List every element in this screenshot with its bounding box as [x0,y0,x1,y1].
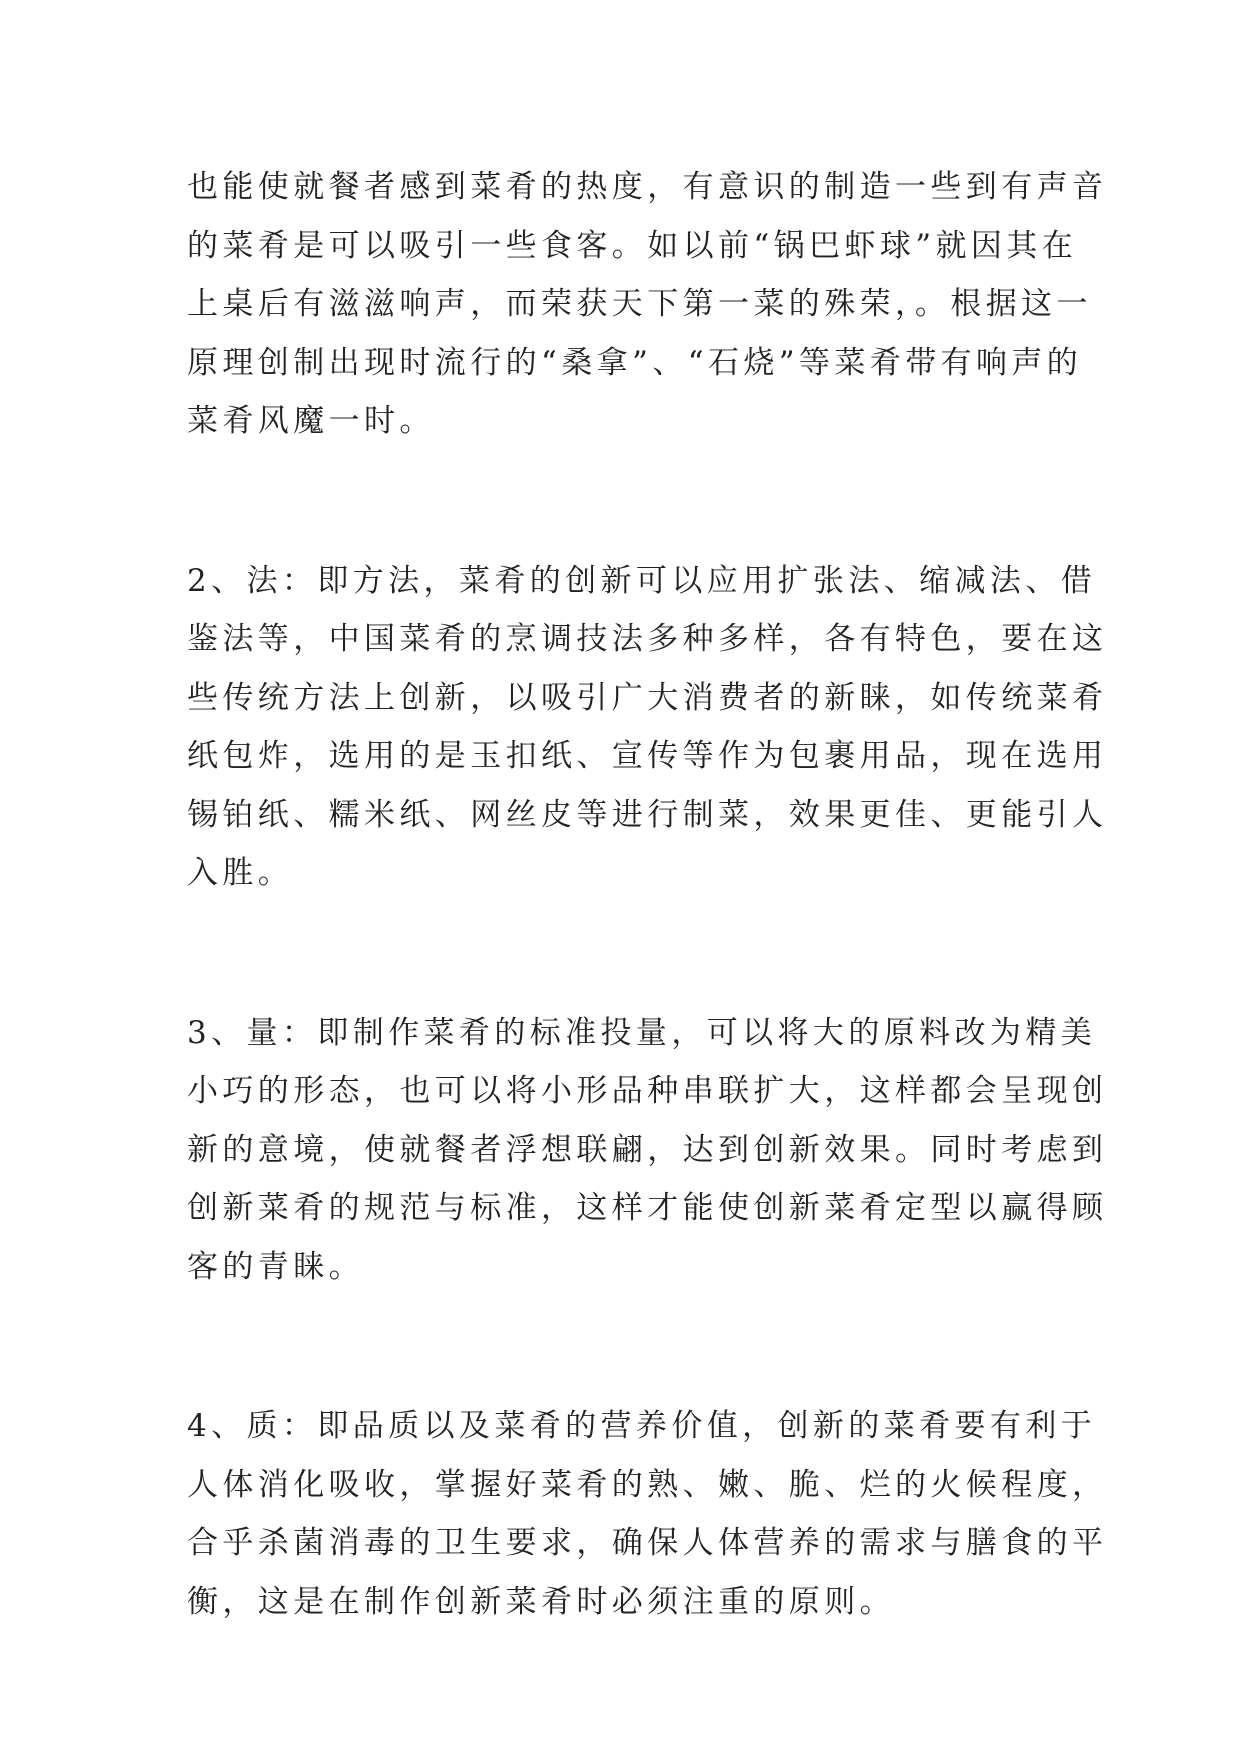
text-line: 入胜。 [187,855,294,891]
paragraph-spacer [187,1296,1055,1397]
text-line: 人体消化吸收，掌握好菜肴的熟、嫩、脆、烂的火候程度， [187,1466,1108,1503]
text-line: 的菜肴是可以吸引一些食客。如以前“锅巴虾球”就因其在 [187,227,1078,264]
text-line: 创新菜肴的规范与标准，这样才能使创新菜肴定型以赢得顾 [187,1190,1108,1226]
paragraph-spacer [187,903,1055,1004]
paragraph-quantity [187,1004,1108,1297]
text-line: 上桌后有滋滋响声，而荣获天下第一菜的殊荣，。根据这一 [187,286,1092,322]
text-line: 合乎杀菌消毒的卫生要求，确保人体营养的需求与膳食的平 [187,1525,1108,1561]
text-line: 小巧的形态，也可以将小形品种串联扩大，这样都会呈现创 [187,1073,1108,1109]
text-line: 3、量：即制作菜肴的标准投量，可以将大的原料改为精美 [187,1014,1097,1051]
text-line: 锡铂纸、糯米纸、网丝皮等进行制菜，效果更佳、更能引人 [187,796,1108,833]
text-line: 纸包炸，选用的是玉扣纸、宣传等作为包裹用品，现在选用 [187,738,1108,774]
text-line: 4、质：即品质以及菜肴的营养价值，创新的菜肴要有利于 [187,1408,1097,1444]
document-body [187,158,1108,1631]
paragraph-quality [187,1397,1108,1631]
text-line: 新的意境，使就餐者浮想联翩，达到创新效果。同时考虑到 [187,1131,1108,1168]
text-line: 鉴法等，中国菜肴的烹调技法多种多样，各有特色，要在这 [187,621,1108,657]
text-line: 2、法：即方法，菜肴的创新可以应用扩张法、缩减法、借 [187,562,1097,599]
paragraph-method [187,552,1108,903]
text-line: 衡，这是在制作创新菜肴时必须注重的原则。 [187,1583,895,1620]
paragraph-spacer [187,451,1055,552]
text-line: 些传统方法上创新，以吸引广大消费者的新睐，如传统菜肴 [187,679,1108,716]
text-line: 客的青睐。 [187,1248,364,1285]
paragraph-sound-intro [187,158,1108,451]
text-line: 原理创制出现时流行的“桑拿”、“石烧”等菜肴带有响声的 [187,344,1083,381]
text-line: 菜肴风魔一时。 [187,403,435,439]
text-line: 也能使就餐者感到菜肴的热度，有意识的制造一些到有声音 [187,169,1108,205]
